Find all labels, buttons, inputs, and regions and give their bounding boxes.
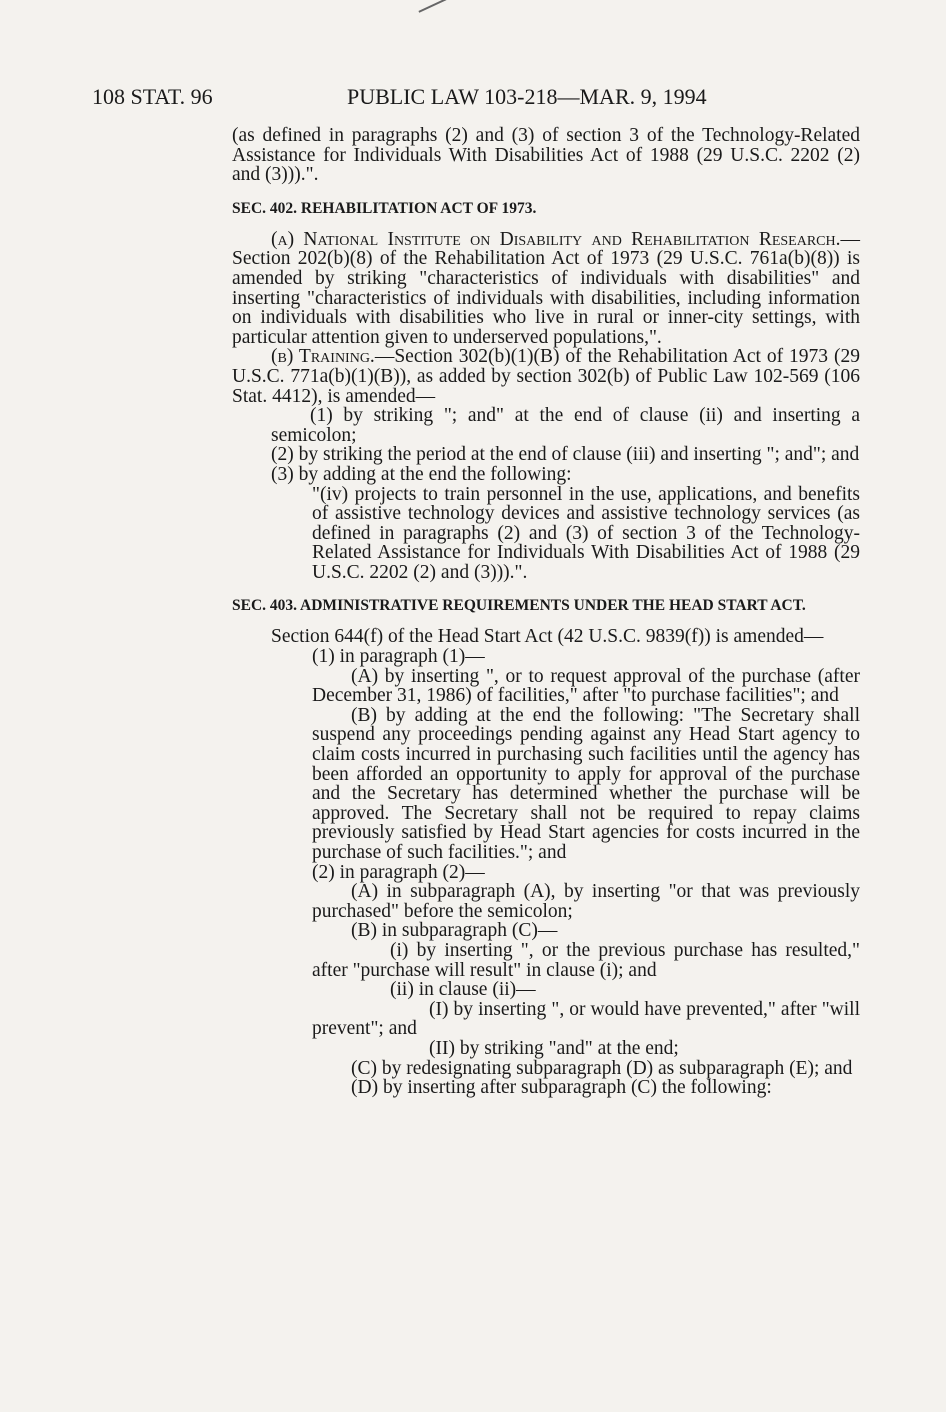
paragraph-continuation: (as defined in paragraphs (2) and (3) of section 3 of the Technology-Related Assistance for Individuals With Disabilities Act of 1988 (29 U.S.C. 2202 (2) and (3))).". <box>232 125 860 186</box>
paragraph-403-2B-i: (i) by inserting ", or the previous purchase has resulted," after "purchase will result" in clause (i); and <box>312 939 860 981</box>
clause-text: (3) by adding at the end the following: <box>271 463 572 485</box>
subsection-text: —Section 302(b)(1)(B) of the Rehabilitation Act of 1973 (29 U.S.C. 771a(b)(1)(B)), as added by section 302(b) of Public Law 102-569 (106 Stat. 4412), is amended— <box>232 346 860 407</box>
document-body <box>232 126 860 1098</box>
section-heading-403: SEC. 403. ADMINISTRATIVE REQUIREMENTS UNDER THE HEAD START ACT. <box>232 597 806 615</box>
paragraph-402b-1 <box>232 406 860 445</box>
paragraph-403: Section 644(f) of the Head Start Act (42 U.S.C. 9839(f)) is amended— <box>271 626 824 648</box>
paragraph-403-1: (1) in paragraph (1)— <box>312 646 485 668</box>
page-header <box>92 84 852 114</box>
paragraph-403-1B: (B) by adding at the end the following: "The Secretary shall suspend any proceedings pending against any Head Start agency to claim costs incurred in purchasing such facilities until the agency has been afforded an opportunity to apply for approval of the purchase and the Secretary has determined whether the purchase will be approved. The Secretary shall not be required to repay claims previously satisfied by Head Start agencies for costs incurred in the purchase of such facilities."; and <box>312 704 860 863</box>
paragraph-403-2B-ii: (ii) in clause (ii)— <box>390 979 536 1001</box>
section-heading-402: SEC. 402. REHABILITATION ACT OF 1973. <box>232 199 537 217</box>
scan-mark <box>418 0 451 24</box>
subsection-heading: (b) Training. <box>271 346 375 368</box>
paragraph-403-2B: (B) in subparagraph (C)— <box>351 920 558 942</box>
stat-page-number: 108 STAT. 96 <box>92 84 213 109</box>
subsection-text: —Section 202(b)(8) of the Rehabilitation Act of 1973 (29 U.S.C. 761a(b)(8)) is amended by striking "characteristics of individuals with disabilities" and inserting "characteristics of individuals with disabilities, including information on individuals with disabilities who live in rural or inner-city settings, with particular attention given to underserved populations,". <box>232 228 860 348</box>
paragraph-402b-2 <box>232 445 860 465</box>
quoted-clause-iv <box>232 485 860 583</box>
paragraph-402a <box>232 230 860 348</box>
clause-text: (2) by striking the period at the end of clause (iii) and inserting "; and"; and <box>271 444 860 466</box>
quoted-text: "(iv) projects to train personnel in the use, applications, and benefits of assistive technology devices and assistive technology services (as defined in paragraphs (2) and (3) of section 3 of the Technology-Related Assistance for Individuals With Disabilities Act of 1988 (29 U.S.C. 2202 (2) and (3))).". <box>312 483 860 583</box>
subsection-heading: (a) National Institute on Disability and Rehabilitation Research. <box>271 228 841 250</box>
paragraph-403-2B-ii-I: (I) by inserting ", or would have prevented," after "will prevent"; and <box>312 998 860 1040</box>
paragraph-402b-3 <box>232 465 860 485</box>
paragraph-403-2B-ii-II: (II) by striking "and" at the end; <box>429 1037 679 1059</box>
paragraph-402b <box>232 347 860 406</box>
paragraph-403-2C: (C) by redesignating subparagraph (D) as subparagraph (E); and <box>351 1057 853 1079</box>
paragraph-403-2D: (D) by inserting after subparagraph (C) the following: <box>351 1077 772 1099</box>
paragraph-403-1A: (A) by inserting ", or to request approval of the purchase (after December 31, 1986) of facilities," after "to purchase facilities"; and <box>312 665 860 707</box>
public-law-heading: PUBLIC LAW 103-218—MAR. 9, 1994 <box>347 84 707 109</box>
paragraph-403-2A: (A) in subparagraph (A), by inserting "or that was previously purchased" before the semicolon; <box>312 881 860 922</box>
clause-text: (1) by striking "; and" at the end of clause (ii) and inserting a semicolon; <box>271 405 860 446</box>
paragraph-403-2: (2) in paragraph (2)— <box>312 861 485 883</box>
